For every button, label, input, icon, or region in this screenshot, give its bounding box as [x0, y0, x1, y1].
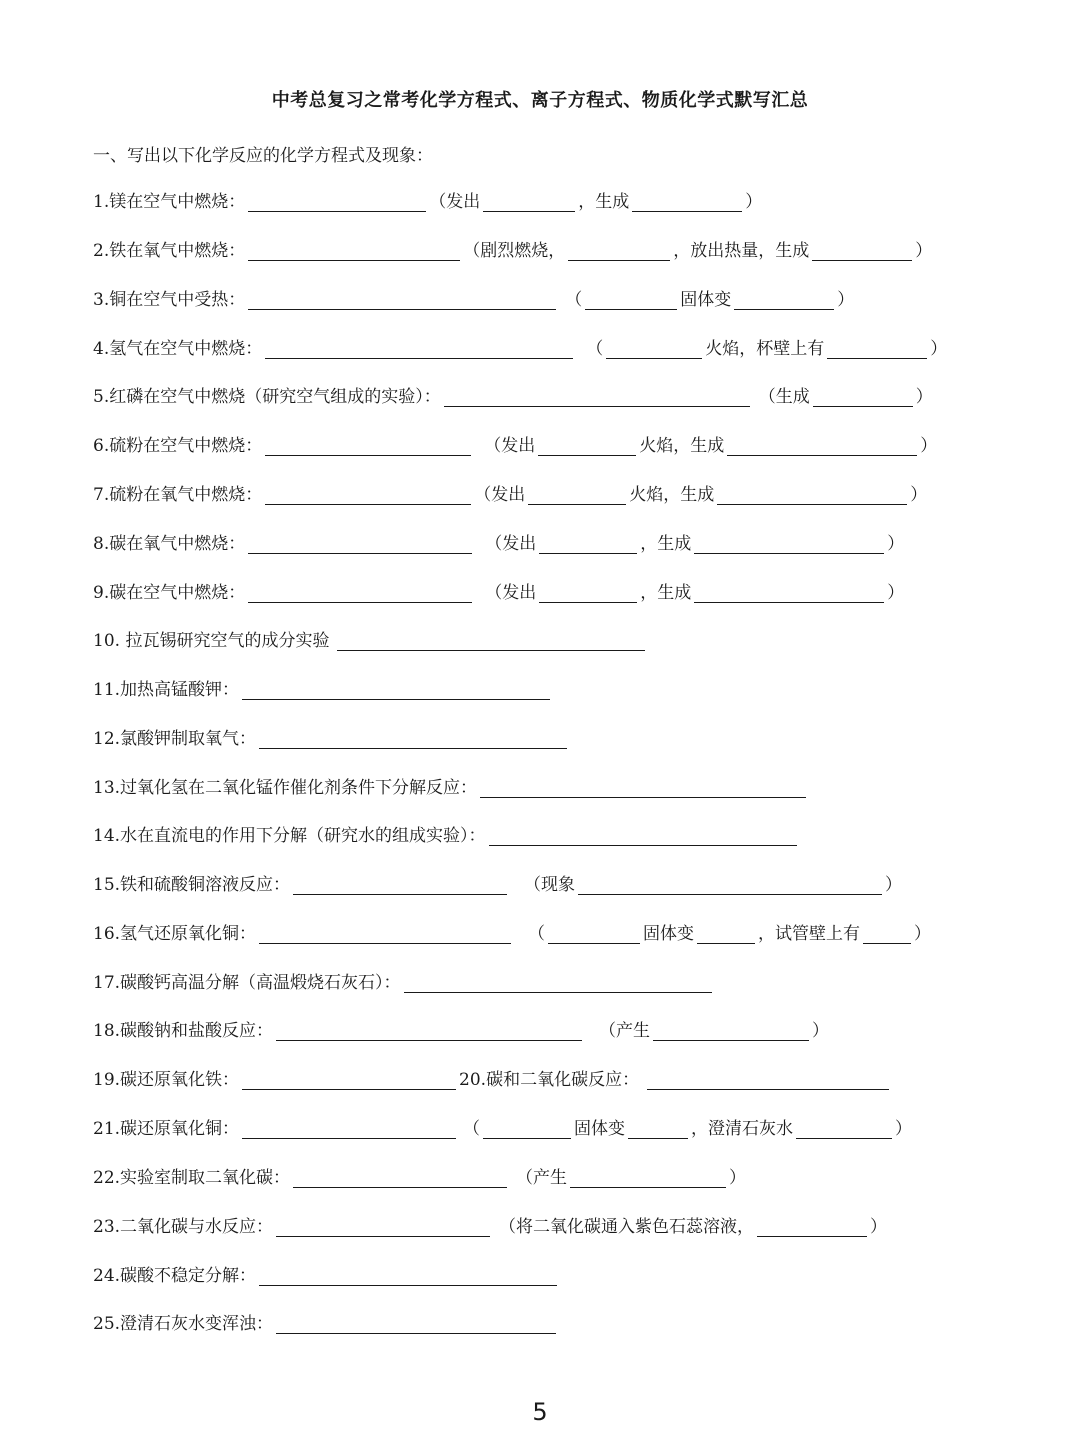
- answer-blank[interactable]: [293, 1171, 507, 1188]
- answer-blank[interactable]: [337, 634, 645, 651]
- answer-blank[interactable]: [293, 878, 507, 895]
- answer-blank[interactable]: [276, 1220, 490, 1237]
- question-text: 火焰，杯壁上有: [705, 339, 825, 359]
- question-row: [93, 430, 937, 456]
- answer-blank[interactable]: [259, 927, 511, 944]
- question-row: [93, 186, 762, 212]
- question-row: [93, 1211, 887, 1237]
- question-label: 16.氢气还原氧化铜：: [93, 924, 257, 944]
- question-row: [93, 1015, 829, 1041]
- question-text: （现象: [524, 875, 576, 895]
- question-label: 13.过氧化氢在二氧化锰作催化剂条件下分解反应：: [93, 778, 478, 798]
- question-label: 10. 拉瓦锡研究空气的成分实验: [93, 631, 330, 651]
- question-text: ）: [910, 485, 928, 505]
- question-text: ）: [887, 534, 905, 554]
- question-text: ）: [870, 1217, 888, 1237]
- question-row: [93, 625, 648, 651]
- question-label: 2.铁在氧气中燃烧：: [93, 241, 246, 261]
- answer-blank[interactable]: [570, 1171, 726, 1188]
- question-label: 8.碳在氧气中燃烧：: [93, 534, 246, 554]
- question-row: [93, 381, 933, 407]
- question-text: （发出: [485, 583, 537, 603]
- question-row: [93, 869, 902, 895]
- question-text: 火焰，生成: [639, 436, 725, 456]
- question-label: 3.铜在空气中受热：: [93, 290, 246, 310]
- question-row: [93, 674, 553, 700]
- question-text: ）: [887, 583, 905, 603]
- question-row: [93, 820, 800, 846]
- question-text: （产生: [516, 1168, 568, 1188]
- answer-blank[interactable]: [827, 342, 927, 359]
- answer-blank[interactable]: [539, 537, 637, 554]
- question-label: 19.碳还原氧化铁：: [93, 1070, 240, 1090]
- question-label: 12.氯酸钾制取氧气：: [93, 729, 257, 749]
- answer-blank[interactable]: [632, 195, 742, 212]
- answer-blank[interactable]: [717, 488, 907, 505]
- answer-blank[interactable]: [242, 683, 550, 700]
- question-row: [93, 1113, 912, 1139]
- question-label: 11.加热高锰酸钾：: [93, 680, 240, 700]
- answer-blank[interactable]: [248, 195, 426, 212]
- question-row: [93, 577, 904, 603]
- question-text: ）: [812, 1021, 830, 1041]
- question-row: [93, 1260, 560, 1286]
- answer-blank[interactable]: [727, 439, 917, 456]
- section-heading: 一、写出以下化学反应的化学方程式及现象：: [93, 146, 433, 166]
- question-text: ）: [895, 1119, 913, 1139]
- question-text: （发出: [429, 192, 481, 212]
- answer-blank[interactable]: [539, 586, 637, 603]
- page-title: 中考总复习之常考化学方程式、离子方程式、物质化学式默写汇总: [271, 90, 809, 111]
- question-row: [93, 1064, 892, 1090]
- question-label: 25.澄清石灰水变浑浊：: [93, 1314, 274, 1334]
- answer-blank[interactable]: [259, 732, 567, 749]
- question-text: ，生成: [640, 583, 692, 603]
- answer-blank[interactable]: [483, 195, 575, 212]
- answer-blank[interactable]: [628, 1122, 688, 1139]
- question-label: 14.水在直流电的作用下分解（研究水的组成实验）：: [93, 826, 486, 846]
- answer-blank[interactable]: [248, 293, 556, 310]
- question-row: [93, 479, 927, 505]
- question-row: [93, 333, 947, 359]
- answer-blank[interactable]: [697, 927, 755, 944]
- answer-blank[interactable]: [404, 976, 712, 993]
- answer-blank[interactable]: [265, 439, 471, 456]
- question-text: 固体变: [574, 1119, 626, 1139]
- question-label: 24.碳酸不稳定分解：: [93, 1266, 257, 1286]
- question-label: 18.碳酸钠和盐酸反应：: [93, 1021, 274, 1041]
- question-row: [93, 1162, 746, 1188]
- question-text: （: [463, 1119, 481, 1139]
- question-row: [93, 723, 570, 749]
- answer-blank[interactable]: [259, 1269, 557, 1286]
- answer-blank[interactable]: [568, 244, 670, 261]
- question-label: 21.碳还原氧化铜：: [93, 1119, 240, 1139]
- answer-blank[interactable]: [757, 1220, 867, 1237]
- question-label: 23.二氧化碳与水反应：: [93, 1217, 274, 1237]
- question-text: ，生成: [640, 534, 692, 554]
- question-text: （发出: [474, 485, 526, 505]
- answer-blank[interactable]: [276, 1024, 582, 1041]
- answer-blank[interactable]: [528, 488, 626, 505]
- answer-blank[interactable]: [653, 1024, 809, 1041]
- question-row: [93, 235, 932, 261]
- question-row: [93, 284, 854, 310]
- answer-blank[interactable]: [647, 1073, 889, 1090]
- question-label: 15.铁和硫酸铜溶液反应：: [93, 875, 291, 895]
- question-text: （发出: [485, 534, 537, 554]
- question-row: [93, 967, 715, 993]
- question-text: 固体变: [643, 924, 695, 944]
- answer-blank[interactable]: [265, 342, 573, 359]
- question-text: 火焰，生成: [629, 485, 715, 505]
- answer-blank[interactable]: [734, 293, 834, 310]
- question-text: ，放出热量，生成: [673, 241, 810, 261]
- question-text: ）: [920, 436, 938, 456]
- question-text: ）: [885, 875, 903, 895]
- question-row: [93, 772, 809, 798]
- answer-blank[interactable]: [538, 439, 636, 456]
- answer-blank[interactable]: [265, 488, 471, 505]
- answer-blank[interactable]: [585, 293, 677, 310]
- answer-blank[interactable]: [694, 586, 884, 603]
- question-label: 17.碳酸钙高温分解（高温煅烧石灰石）：: [93, 973, 401, 993]
- question-label: 5.红磷在空气中燃烧（研究空气组成的实验）：: [93, 387, 441, 407]
- question-text: ）: [915, 387, 933, 407]
- question-text: （发出: [484, 436, 536, 456]
- answer-blank[interactable]: [578, 878, 882, 895]
- answer-blank[interactable]: [480, 781, 806, 798]
- question-text: （将二氧化碳通入紫色石蕊溶液，: [499, 1217, 755, 1237]
- question-row: [93, 1308, 559, 1334]
- answer-blank[interactable]: [489, 829, 797, 846]
- answer-blank[interactable]: [444, 390, 750, 407]
- question-text: （: [528, 924, 546, 944]
- question-text: （生成: [758, 387, 810, 407]
- question-text: ）: [729, 1168, 747, 1188]
- question-text: ）: [915, 241, 933, 261]
- answer-blank[interactable]: [548, 927, 640, 944]
- answer-blank[interactable]: [242, 1122, 456, 1139]
- question-row: [93, 528, 904, 554]
- question-text: ）: [914, 924, 932, 944]
- answer-blank[interactable]: [606, 342, 702, 359]
- question-label: 4.氢气在空气中燃烧：: [93, 339, 263, 359]
- page-number: 5: [532, 1398, 548, 1426]
- question-label: 7.硫粉在氧气中燃烧：: [93, 485, 263, 505]
- question-text: （产生: [599, 1021, 651, 1041]
- question-text: （: [565, 290, 583, 310]
- answer-blank[interactable]: [694, 537, 884, 554]
- question-text: ）: [930, 339, 948, 359]
- question-text: ，试管壁上有: [758, 924, 861, 944]
- question-text: 固体变: [680, 290, 732, 310]
- question-label: 6.硫粉在空气中燃烧：: [93, 436, 263, 456]
- answer-blank[interactable]: [242, 1073, 456, 1090]
- answer-blank[interactable]: [248, 586, 472, 603]
- question-text: （剧烈燃烧，: [463, 241, 566, 261]
- question-text: ）: [745, 192, 763, 212]
- answer-blank[interactable]: [863, 927, 911, 944]
- answer-blank[interactable]: [796, 1122, 892, 1139]
- question-text: ）: [837, 290, 855, 310]
- question-text: ，生成: [578, 192, 630, 212]
- answer-blank[interactable]: [248, 244, 460, 261]
- question-label: 1.镁在空气中燃烧：: [93, 192, 246, 212]
- question-label: 9.碳在空气中燃烧：: [93, 583, 246, 603]
- question-label: 20.碳和二氧化碳反应：: [459, 1070, 640, 1090]
- answer-blank[interactable]: [483, 1122, 571, 1139]
- question-label: 22.实验室制取二氧化碳：: [93, 1168, 291, 1188]
- answer-blank[interactable]: [813, 390, 913, 407]
- answer-blank[interactable]: [276, 1317, 556, 1334]
- answer-blank[interactable]: [812, 244, 912, 261]
- answer-blank[interactable]: [248, 537, 472, 554]
- question-row: [93, 918, 931, 944]
- question-text: （: [586, 339, 604, 359]
- question-text: ，澄清石灰水: [691, 1119, 794, 1139]
